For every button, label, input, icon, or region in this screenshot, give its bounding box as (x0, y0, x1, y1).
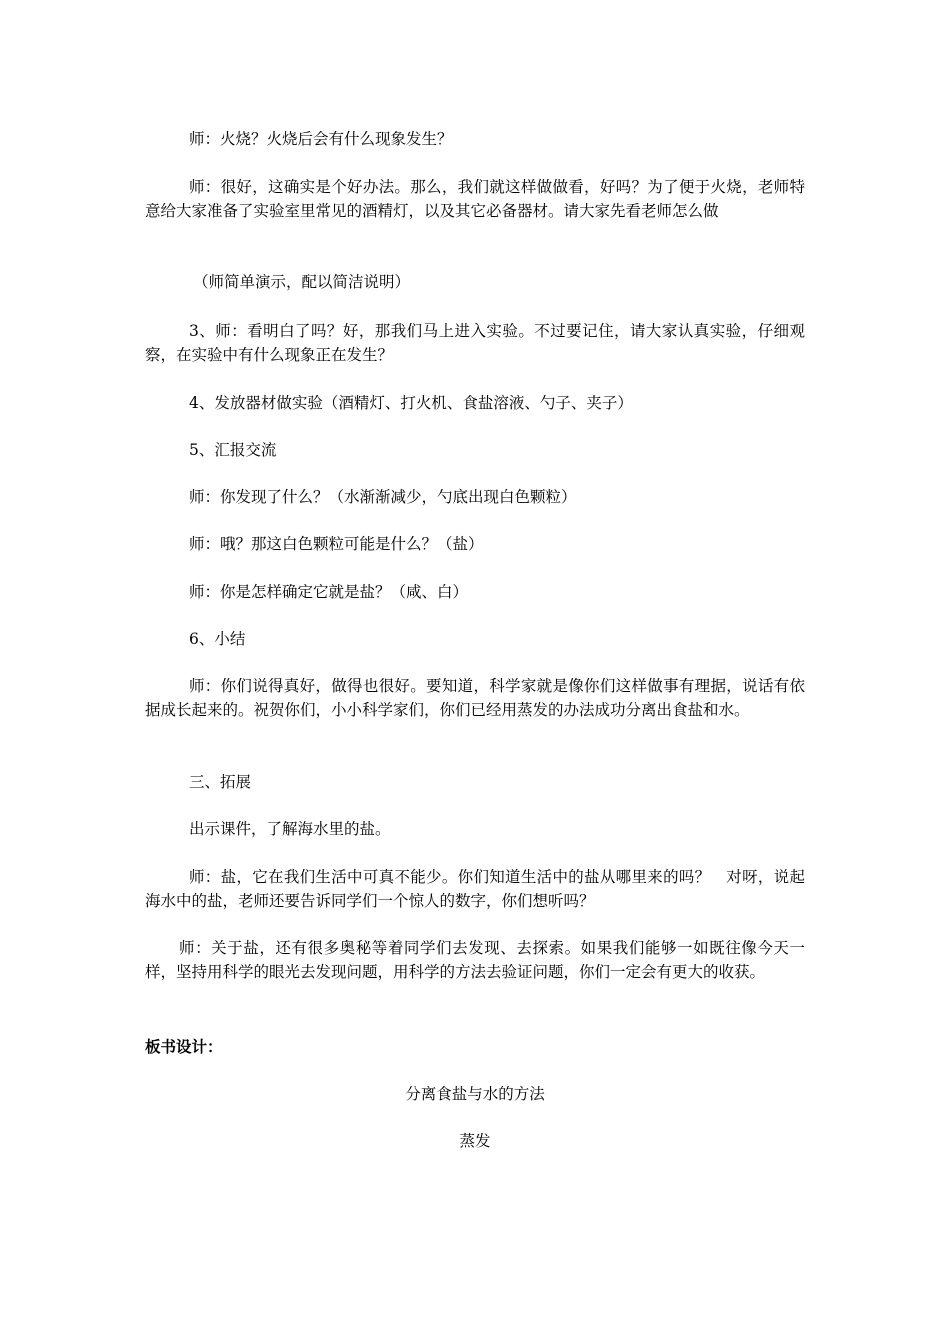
paragraph-summary: 师：你们说得真好，做得也很好。要知道，科学家就是像你们这样做事有理据，说话有依据成长起来的。祝贺你们，小小科学家们，你们已经用蒸发的办法成功分离出食盐和水。 (145, 677, 805, 719)
board-design-title: 分离食盐与水的方法 (405, 1085, 545, 1103)
board-design-subtitle: 蒸发 (459, 1132, 491, 1150)
board-design-label: 板书设计： (145, 1037, 223, 1056)
paragraph-step-3: 3、师：看明白了吗？好，那我们马上进入实验。不过要记住，请大家认真实验，仔细观察，在实验中有什么现象正在发生？ (145, 322, 805, 364)
paragraph-demo-note: （师简单演示，配以简洁说明） (193, 273, 411, 291)
paragraph-step-6: 6、小结 (189, 630, 246, 648)
paragraph-white-particles: 师：哦？那这白色颗粒可能是什么？（盐） (189, 535, 484, 553)
paragraph-closing: 师：关于盐，还有很多奥秘等着同学们去发现、去探索。如果我们能够一如既往像今天一样，坚持用科学的眼光去发现问题，用科学的方法去验证问题，你们一定会有更大的收获。 (145, 939, 805, 981)
paragraph-step-5: 5、汇报交流 (189, 441, 277, 459)
paragraph-courseware: 出示课件，了解海水里的盐。 (189, 820, 391, 838)
paragraph-section-3: 三、拓展 (189, 773, 252, 791)
paragraph-fire-question: 师：火烧？火烧后会有什么现象发生？ (189, 130, 453, 148)
paragraph-step-4: 4、发放器材做实验（酒精灯、打火机、食盐溶液、勺子、夹子） (189, 394, 633, 412)
paragraph-salt-origin: 师：盐，它在我们生活中可真不能少。你们知道生活中的盐从哪里来的吗？ 对呀，说起海水中的盐，老师还要告诉同学们一个惊人的数字，你们想听吗？ (145, 868, 805, 910)
paragraph-alcohol-lamp: 师：很好，这确实是个好办法。那么，我们就这样做做看，好吗？为了便于火烧，老师特意给大家准备了实验室里常见的酒精灯，以及其它必备器材。请大家先看老师怎么做 (145, 178, 805, 220)
paragraph-confirm-salt: 师：你是怎样确定它就是盐？（咸、白） (189, 583, 469, 601)
paragraph-found-what: 师：你发现了什么？（水渐渐减少，勺底出现白色颗粒） (189, 488, 577, 506)
